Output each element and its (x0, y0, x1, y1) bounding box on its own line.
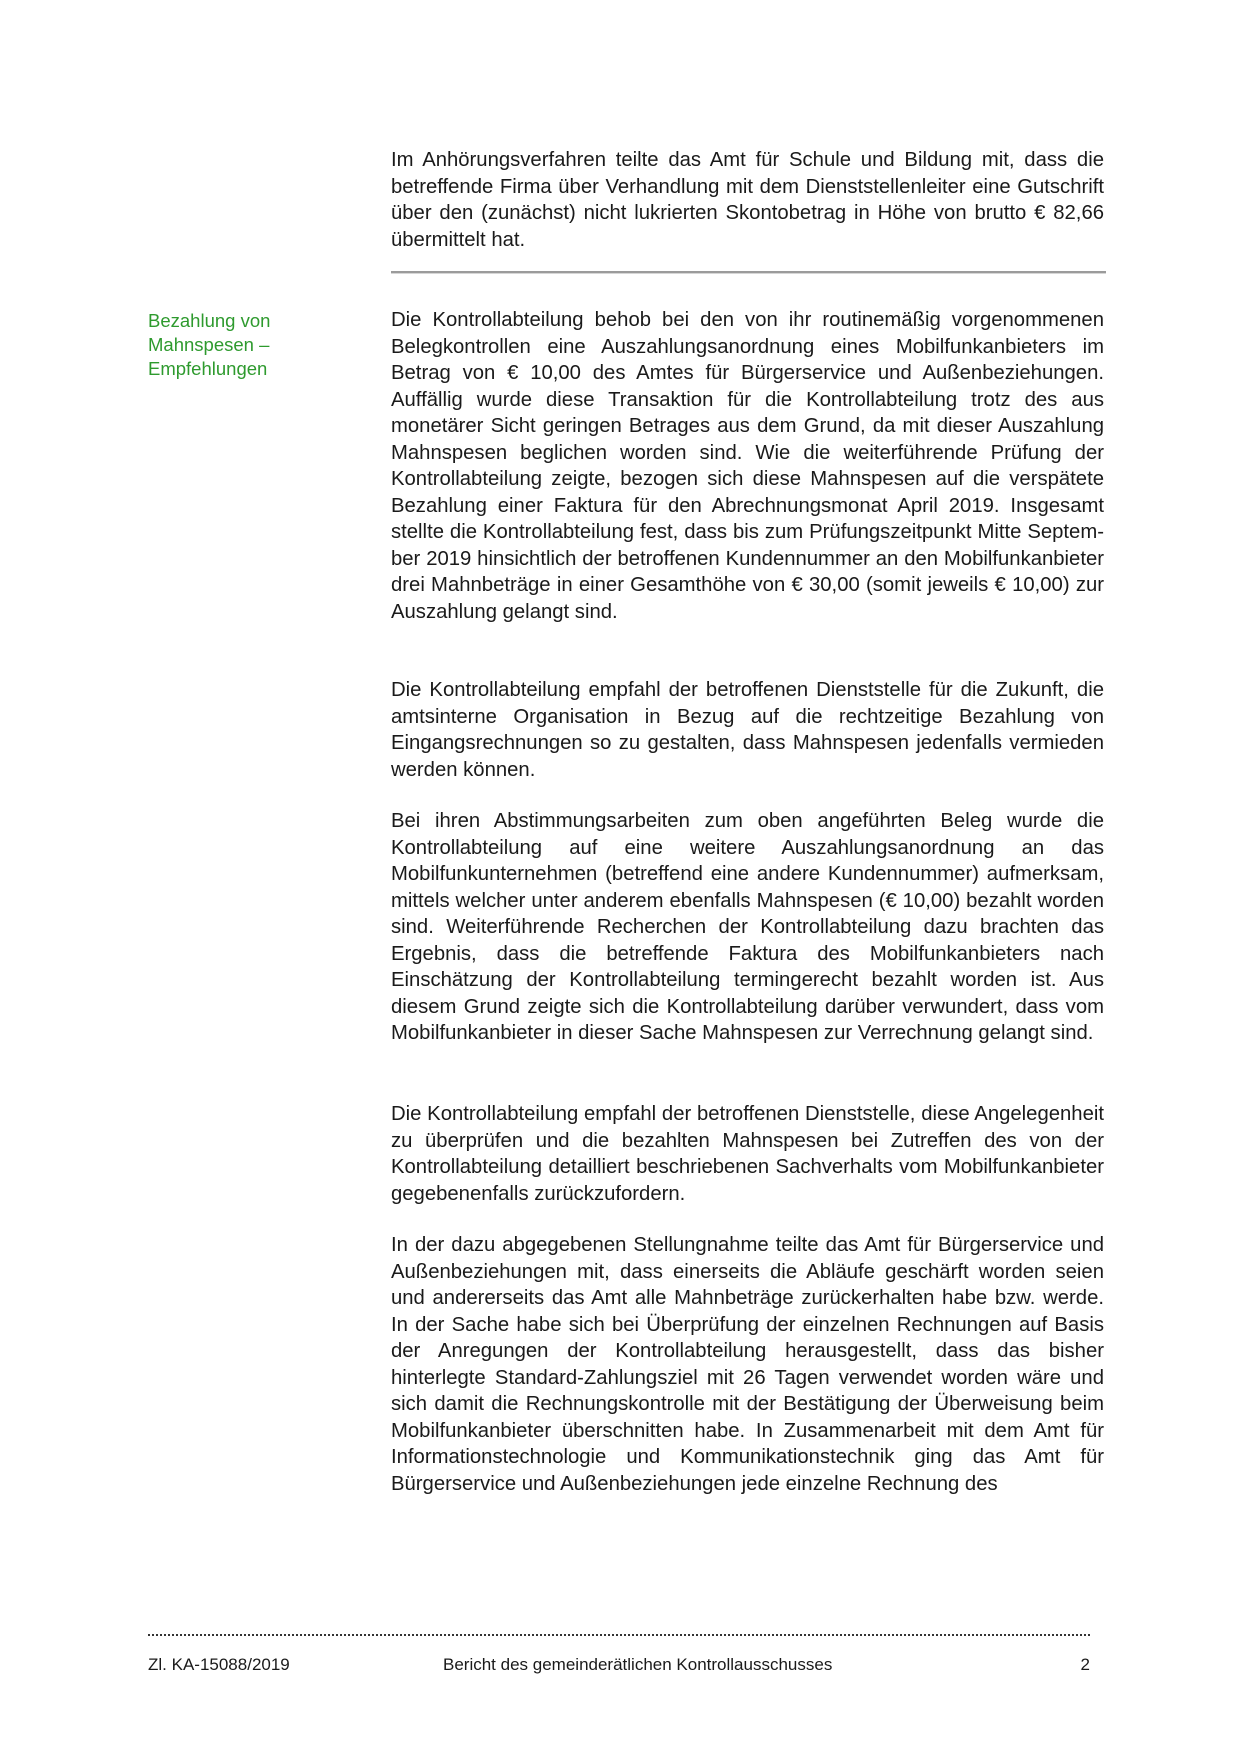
page-number: 2 (1080, 1655, 1090, 1674)
section-heading (148, 309, 348, 381)
body-paragraph: Bei ihren Abstimmungsarbeiten zum oben angeführten Beleg wurde die Kontrollabteilung auf eine weitere Auszahlungsanordnung an das Mobilfunkunternehmen (betreffend eine andere Kundennummer) aufmerksam, mittels welcher unter anderem ebenfalls Mahnspesen (€ 10,00) bezahlt worden sind. Weiterführende Recherchen der Kontrollabteilung dazu brachten das Ergebnis, dass die betreffende Faktura des Mobilfunkanbieters nach Einschätzung der Kontrollabteilung termingerecht bezahlt worden ist. Aus diesem Grund zeigte sich die Kontrollabteilung darüber verwundert, dass vom Mobilfunkanbieter in dieser Sache Mahnspesen zur Verrechnung gelangt sind. (391, 810, 1104, 1044)
section-heading-line: Mahnspesen – (148, 334, 270, 355)
section-heading-line: Empfehlungen (148, 358, 268, 379)
intro-paragraph: Im Anhörungsverfahren teilte das Amt für Schule und Bildung mit, dass die betreffende Firma über Verhandlung mit dem Dienststellenleiter eine Gutschrift über den (zunächst) nicht lukrierten Skontobetrag in Höhe von brutto € 82,66 übermittelt hat. (391, 149, 1104, 251)
report-title: Bericht des gemeinderätlichen Kontrollausschusses (443, 1655, 833, 1674)
body-paragraph: Die Kontrollabteilung empfahl der betroffenen Dienststelle, diese Angelegenheit zu überprüfen und die bezahlten Mahnspesen bei Zutreffen des von der Kontrollabteilung detailliert beschriebenen Sachverhalts vom Mobilfunkanbieter gegebenenfalls zurückzufordern. (391, 1103, 1104, 1205)
section-heading-line: Bezahlung von (148, 310, 271, 331)
section-divider (391, 271, 1106, 273)
body-paragraph: Die Kontrollabteilung empfahl der betroffenen Dienststelle für die Zukunft, die amtsinterne Organisation in Bezug auf die rechtzeitige Bezahlung von Eingangsrechnungen so zu gestalten, dass Mahnspesen jedenfalls vermieden werden können. (391, 679, 1104, 781)
body-paragraph: In der dazu abgegebenen Stellungnahme teilte das Amt für Bürgerservice und Außenbeziehungen mit, dass einerseits die Abläufe geschärft worden seien und andererseits das Amt alle Mahnbeträge zurückerhalten habe bzw. werde. In der Sache habe sich bei Überprüfung der einzelnen Rechnungen auf Basis der Anregungen der Kontrollabteilung herausgestellt, dass das bisher hinterlegte Standard-Zahlungsziel mit 26 Tagen verwendet worden wäre und sich damit die Rechnungskontrolle mit der Bestätigung der Überweisung beim Mobilfunkanbieter überschnitten habe. In Zusammenarbeit mit dem Amt für Informationstechnologie und Kommunikationstechnik ging das Amt für Bürgerservice und Außenbeziehungen jede einzelne Rechnung des (391, 1234, 1104, 1495)
footer-divider (148, 1634, 1090, 1636)
document-reference: Zl. KA-15088/2019 (148, 1655, 290, 1674)
page-footer (148, 1654, 1090, 1678)
body-paragraph: Die Kontrollabteilung behob bei den von ihr routinemäßig vorgenommenen Belegkontrollen eine Auszahlungsanordnung eines Mobilfunkanbieters im Betrag von € 10,00 des Amtes für Bürgerservice und Außenbeziehungen. Auffällig wurde diese Transaktion für die Kontrollabteilung trotz des aus monetärer Sicht geringen Betrages aus dem Grund, da mit dieser Auszahlung Mahnspesen beglichen worden sind. Wie die weiterführende Prüfung der Kontrollabteilung zeigte, bezogen sich diese Mahnspesen auf die verspätete Bezahlung einer Faktura für den Abrechnungsmonat April 2019. Insgesamt stellte die Kontrollabteilung fest, dass bis zum Prüfungszeitpunkt Mitte September 2019 hinsichtlich der betroffenen Kundennummer an den Mobilfunkanbieter drei Mahnbeträge in einer Gesamthöhe von € 30,00 (somit jeweils € 10,00) zur Auszahlung gelangt sind. (391, 309, 1104, 623)
